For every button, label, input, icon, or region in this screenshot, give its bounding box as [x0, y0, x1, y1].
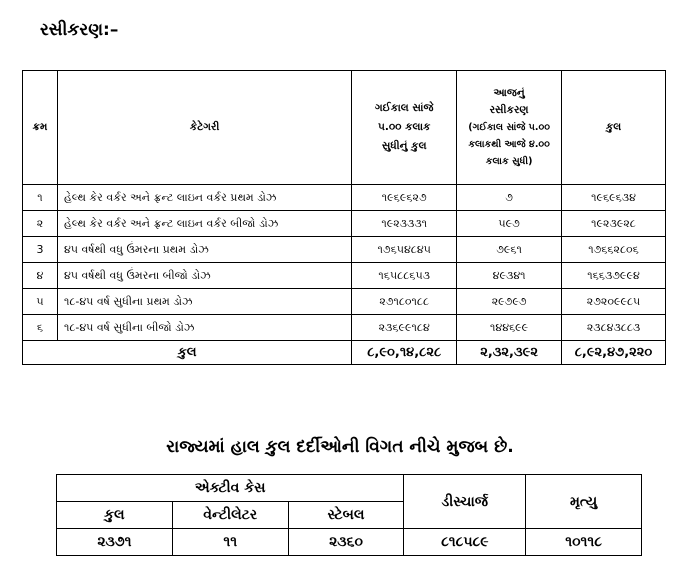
cell-today: ૭૯૬૧ [457, 237, 562, 263]
header-stable: સ્ટેબલ [288, 502, 404, 529]
vaccination-header-row [23, 71, 666, 185]
header-discharged: ડીસ્ચાર્જ [404, 475, 526, 529]
header-ventilator: વેન્ટીલેટર [172, 502, 288, 529]
header-deaths: મૃત્યુ [526, 475, 642, 529]
cell-serial: ૫ [23, 289, 58, 315]
total-row [23, 341, 666, 365]
cell-total: ૧૯૬૯૬૩૪ [562, 185, 666, 211]
page-heading: રસીકરણ:– [40, 20, 119, 40]
table-row [23, 263, 666, 289]
total-until-yesterday: ૮,૯૦,૧૪,૮૨૮ [352, 341, 457, 365]
cell-total: ૧૭૬૬૨૮૦૬ [562, 237, 666, 263]
cell-total: ૨૭૨૦૯૯૮૫ [562, 289, 666, 315]
cell-category: ૪૫ વર્ષથી વધુ ઉંમરના બીજો ડોઝ [57, 263, 351, 289]
header-today: આજનું રસીકરણ (ગઈકાલ સાંજે ૫.૦૦ કલાકથી આજે ૪.૦૦ કલાક સુધી) [457, 71, 562, 185]
cell-total: ૧૯૨૩૯૨૮ [562, 211, 666, 237]
cell-today: ૨૯૭૯૭ [457, 289, 562, 315]
value-cases-total: ૨૩૭૧ [57, 529, 173, 556]
table-row [23, 289, 666, 315]
value-ventilator: ૧૧ [172, 529, 288, 556]
cases-value-row [57, 529, 642, 556]
header-cases-total: કુલ [57, 502, 173, 529]
cell-today: ૧૪૪૬૯૯ [457, 315, 562, 341]
cell-serial: ૪ [23, 263, 58, 289]
cell-total: ૨૩૮૪૩૮૮૩ [562, 315, 666, 341]
table-row [23, 211, 666, 237]
cell-category: ૧૮-૪૫ વર્ષ સુધીના પ્રથમ ડોઝ [57, 289, 351, 315]
vaccination-table [22, 70, 666, 365]
cell-until-yesterday: ૨૩૬૯૯૧૮૪ [352, 315, 457, 341]
cases-table [56, 474, 642, 556]
cell-total: ૧૬૬૩૭૯૯૪ [562, 263, 666, 289]
header-total: કુલ [562, 71, 666, 185]
cell-serial: ૧ [23, 185, 58, 211]
cell-until-yesterday: ૨૭૧૮૦૧૮૮ [352, 289, 457, 315]
value-discharged: ૮૧૮૫૮૯ [404, 529, 526, 556]
cell-category: હેલ્થ કેર વર્કર અને ફ્રન્ટ લાઇન વર્કર પ્રથમ ડોઝ [57, 185, 351, 211]
table-row [23, 185, 666, 211]
cell-serial: ૬ [23, 315, 58, 341]
header-serial: ક્રમ [23, 71, 58, 185]
cell-until-yesterday: ૧૬૫૮૮૬૫૩ [352, 263, 457, 289]
cell-serial: 3 [23, 237, 58, 263]
cell-until-yesterday: ૧૯૨૩૩૩૧ [352, 211, 457, 237]
value-stable: ૨૩૬૦ [288, 529, 404, 556]
total-label: કુલ [23, 341, 352, 365]
table-row [23, 237, 666, 263]
total-today: ૨,૩૨,૩૯૨ [457, 341, 562, 365]
header-active-cases: એક્ટીવ કેસ [57, 475, 404, 502]
cell-category: ૪૫ વર્ષથી વધુ ઉંમરના પ્રથમ ડોઝ [57, 237, 351, 263]
table-row [23, 315, 666, 341]
cell-today: ૭ [457, 185, 562, 211]
cases-header-row [57, 475, 642, 502]
cell-today: ૪૯૩૪૧ [457, 263, 562, 289]
cell-until-yesterday: ૧૯૬૯૬૨૭ [352, 185, 457, 211]
cases-title: રાજ્યમાં હાલ કુલ દર્દીઓની વિગત નીચે મુજબ છે. [166, 437, 514, 457]
cell-today: ૫૯૭ [457, 211, 562, 237]
value-deaths: ૧૦૧૧૮ [526, 529, 642, 556]
cell-serial: ૨ [23, 211, 58, 237]
cell-category: હેલ્થ કેર વર્કર અને ફ્રન્ટ લાઇન વર્કર બીજો ડોઝ [57, 211, 351, 237]
total-overall: ૮,૯૨,૪૭,૨૨૦ [562, 341, 666, 365]
header-until-yesterday: ગઈકાલ સાંજે ૫.૦૦ કલાક સુધીનું કુલ [352, 71, 457, 185]
cell-category: ૧૮-૪૫ વર્ષ સુધીના બીજો ડોઝ [57, 315, 351, 341]
header-category: કેટેગરી [57, 71, 351, 185]
cell-until-yesterday: ૧૭૬૫૪૮૪૫ [352, 237, 457, 263]
